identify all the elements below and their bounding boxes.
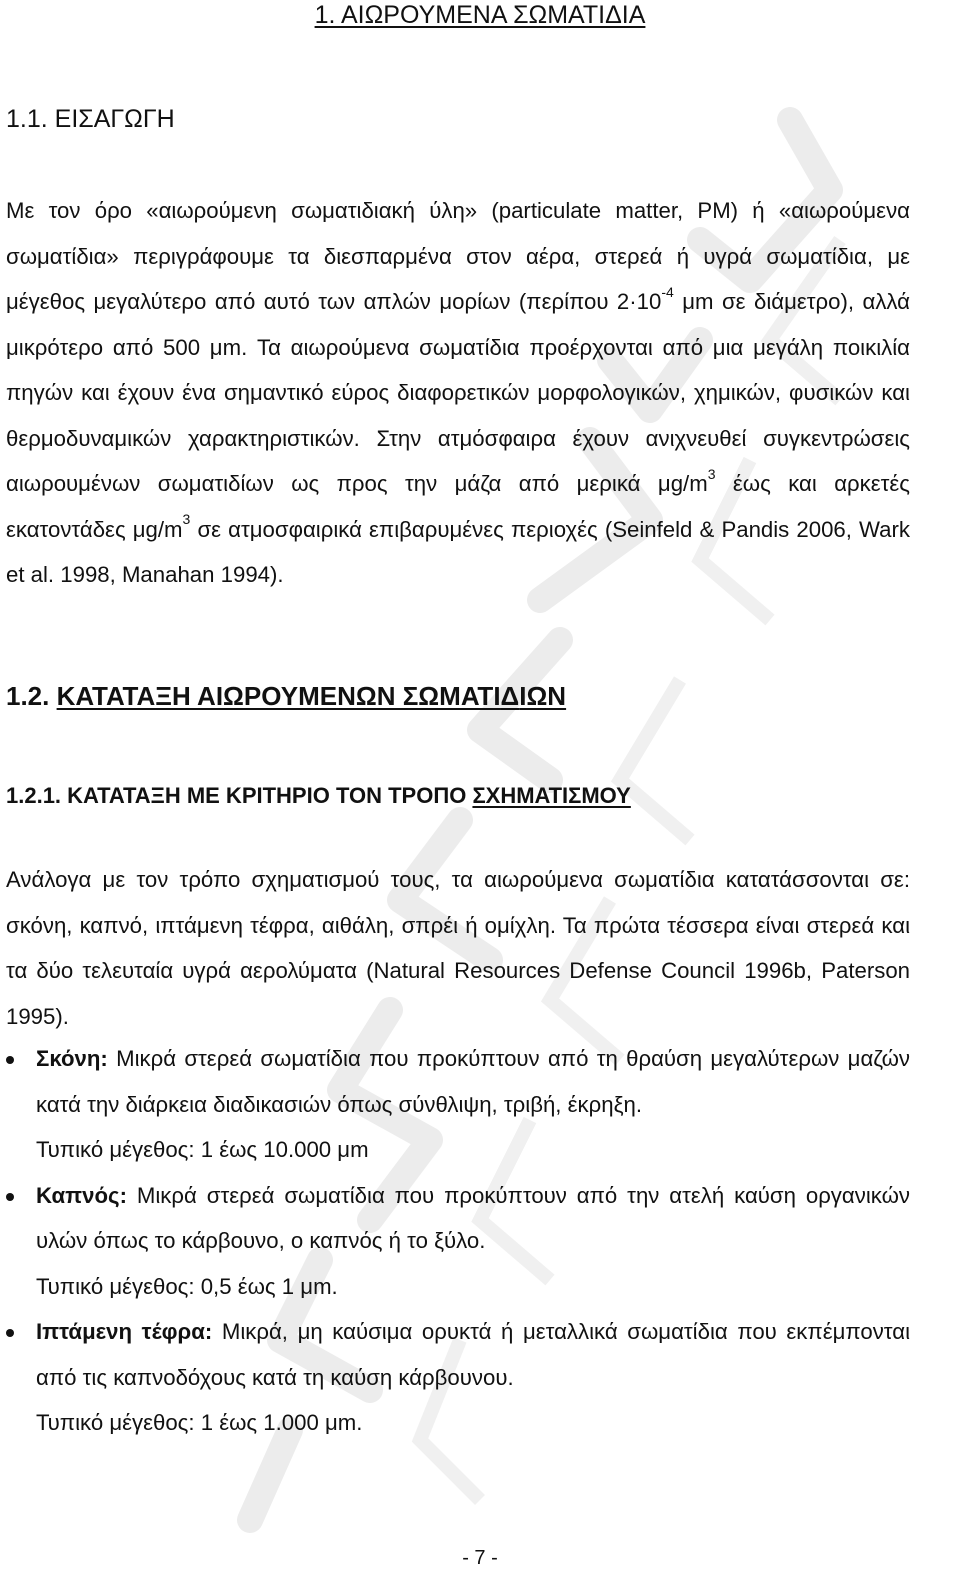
section-title-introduction: 1.1. ΕΙΣΑΓΩΓΗ — [6, 105, 175, 133]
section-title-classification: 1.2. ΚΑΤΑΤΑΞΗ ΑΙΩΡΟΥΜΕΝΩΝ ΣΩΜΑΤΙΔΙΩΝ — [6, 681, 567, 711]
bullet-icon — [6, 1329, 14, 1337]
item-description: Μικρά, μη καύσιμα ορυκτά ή μεταλλικά σωματίδια που εκπέμπονται από τις καπνοδόχους κατά τη καύση κάρβουνου. — [36, 1319, 911, 1390]
item-description: Μικρά στερεά σωματίδια που προκύπτουν από τη θραύση μεγαλύτερων μαζών κατά την διάρκεια διαδικασιών όπως σύνθλιψη, τριβή, έκρηξη. — [36, 1046, 910, 1117]
bullet-icon — [6, 1193, 14, 1201]
introduction-paragraph: Με τον όρο «αιωρούμενη σωματιδιακή ύλη» (particulate matter, PM) ή «αιωρούμενα σωματίδια» περιγράφουμε τα διεσπαρμένα στον αέρα, στερεά ή υγρά σωματίδια, με μέγεθος μεγαλύτερο από αυτό των απλών μορίων (περίπου $2\cdot 10^{-4}$ μm σε διάμετρο), αλλά μικρότερο από 500 μm. Τα αιωρούμενα σωματίδια προέρχονται από μια μεγάλη ποικιλία πηγών και έχουν ένα σημαντικό εύρος διαφορετικών μορφολογικών, χημικών, φυσικών και θερμοδυναμικών χαρακτηριστικών. Στην ατμόσφαιρα έχουν ανιχνευθεί συγκεντρώσεις αιωρουμένων σωματιδίων ως προς την μάζα από μερικά $\mu g/m^3$ έως και αρκετές εκατοντάδες $\mu g/m^3$ σε ατμοσφαιρικά επιβαρυμένες περιοχές (Seinfeld & Pandis 2006, Wark et al. 1998, Manahan 1994). — [6, 198, 910, 587]
page-number: - 7 - — [462, 1547, 498, 1569]
bullet-icon — [6, 1056, 14, 1064]
chapter-title: 1. ΑΙΩΡΟΥΜΕΝΑ ΣΩΜΑΤΙΔΙΑ — [314, 1, 646, 29]
list-item-smoke — [0, 1173, 910, 1310]
item-term: Σκόνη: — [36, 1046, 108, 1071]
item-typical-size: Τυπικό μέγεθος: 1 έως 1.000 μm. — [36, 1410, 363, 1435]
item-term: Ιπτάμενη τέφρα: — [36, 1319, 213, 1344]
list-item-fly-ash — [0, 1309, 910, 1446]
item-description: Μικρά στερεά σωματίδια που προκύπτουν από την ατελή καύση οργανικών υλών όπως το κάρβουνο, ο καπνός ή το ξύλο. — [36, 1182, 910, 1253]
list-item-dust — [0, 1036, 910, 1173]
classification-paragraph: Ανάλογα με τον τρόπο σχηματισμού τους, τα αιωρούμενα σωματίδια κατατάσσονται σε: σκόνη, καπνό, ιπτάμενη τέφρα, αιθάλη, σπρέι ή ομίχλη. Τα πρώτα τέσσερα είναι στερεά και τα δύο τελευταία υγρά αερολύματα (Natural Resources Defense Council 1996b, Paterson 1995). — [6, 867, 910, 1029]
subsection-title-formation: 1.2.1. ΚΑΤΑΤΑΞΗ ΜΕ ΚΡΙΤΗΡΙΟ ΤΟΝ ΤΡΟΠΟ ΣΧΗΜΑΤΙΣΜΟΥ — [6, 783, 631, 808]
item-typical-size: Τυπικό μέγεθος: 0,5 έως 1 μm. — [36, 1273, 338, 1299]
item-typical-size: Τυπικό μέγεθος: 1 έως 10.000 μm — [36, 1137, 369, 1162]
particle-type-list — [0, 1036, 960, 1446]
item-term: Καπνός: — [36, 1182, 127, 1208]
